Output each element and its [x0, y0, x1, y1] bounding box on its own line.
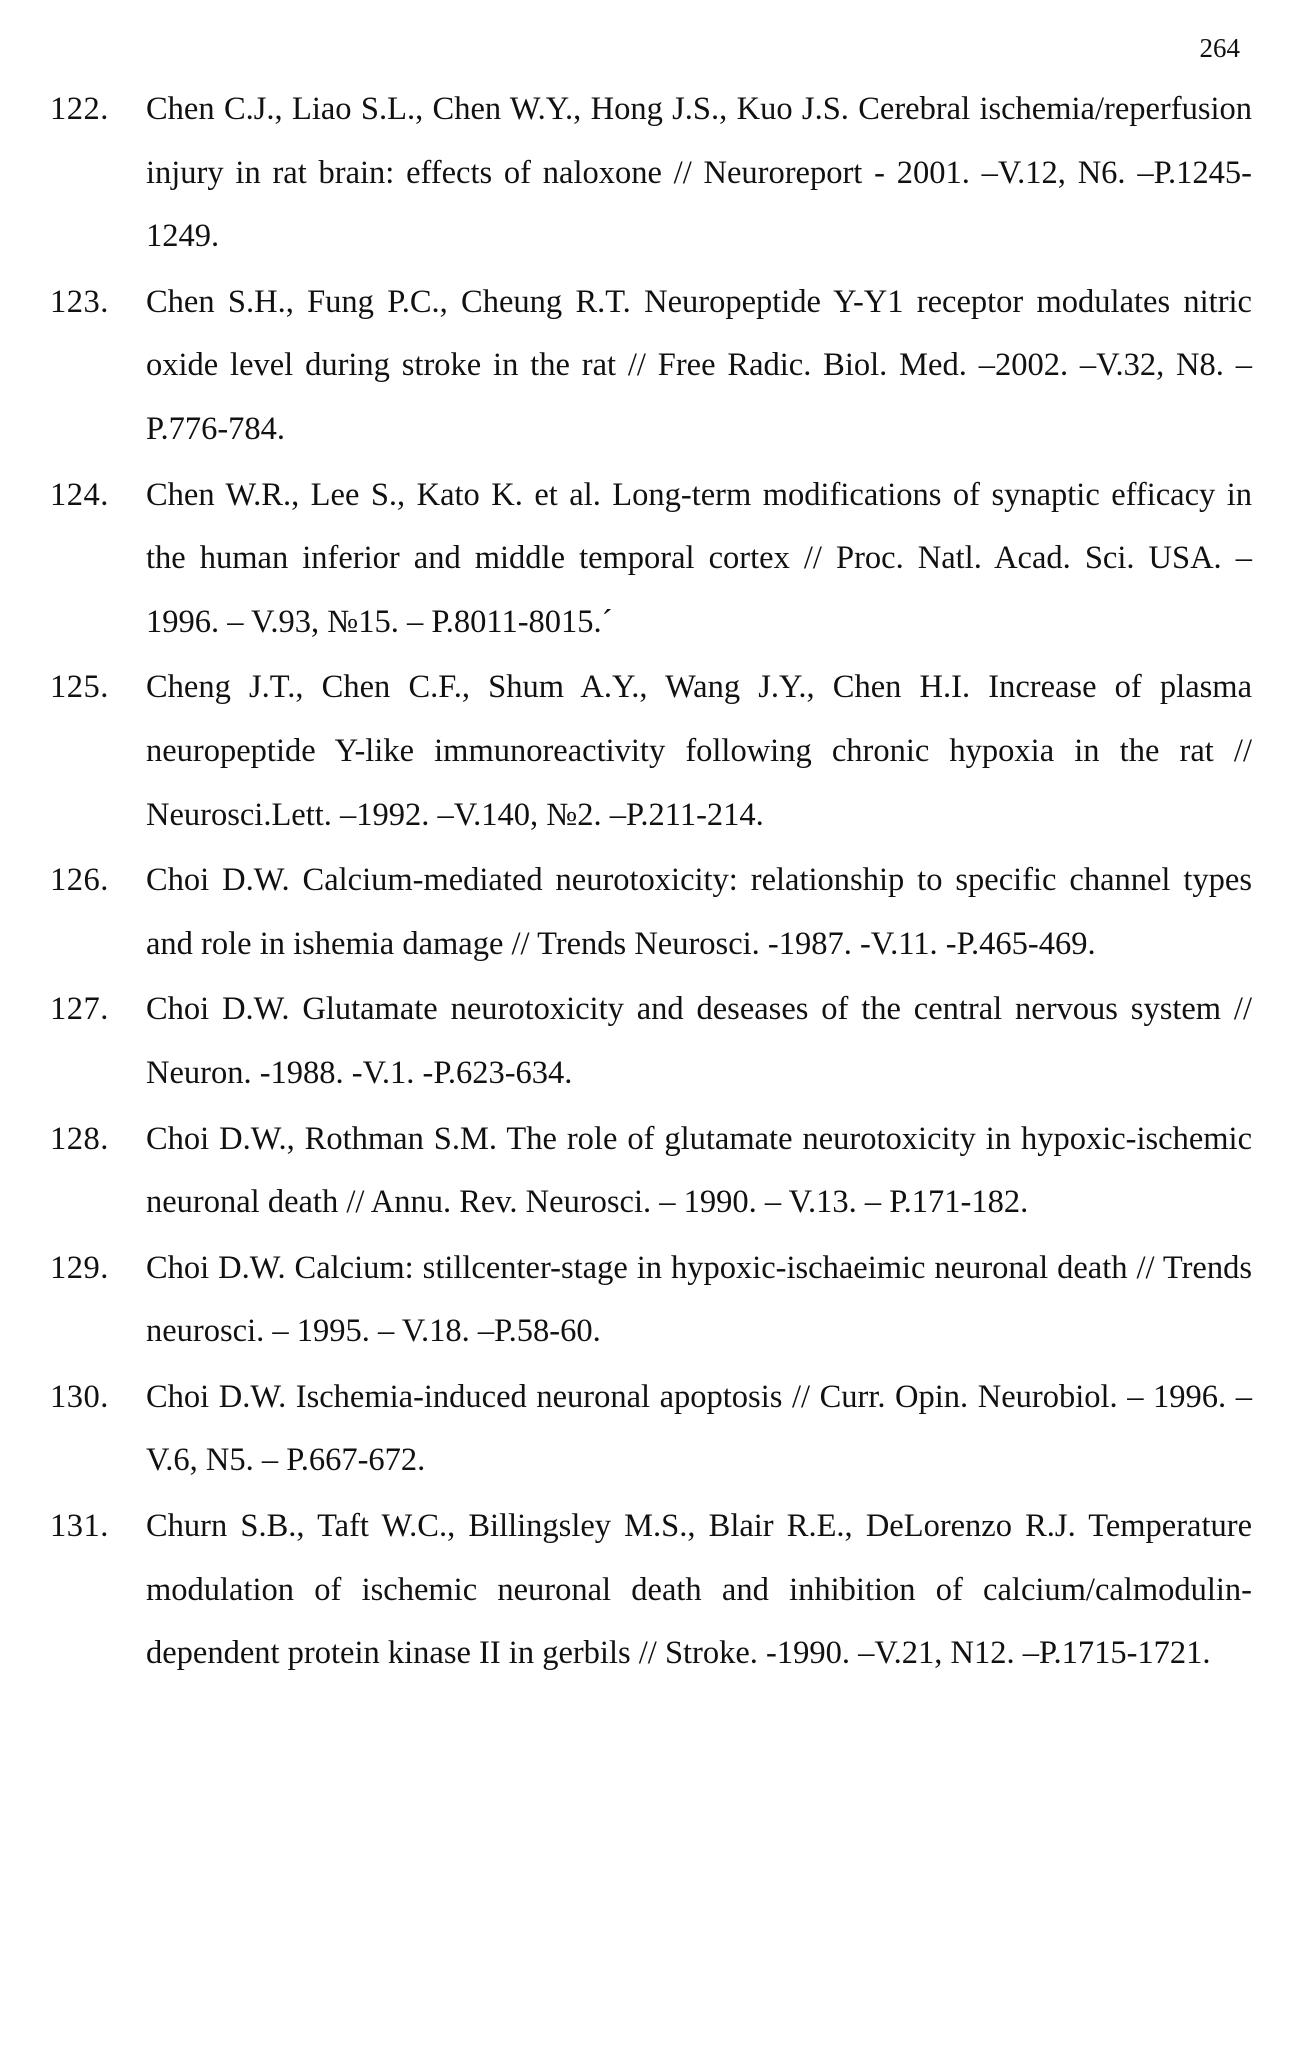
reference-number: 125. [50, 669, 109, 706]
reference-number: 130. [50, 1378, 109, 1415]
reference-text: Choi D.W. Glutamate neurotoxicity and deseases of the central nervous system // Neuron. -1988. -V.1. -P.623-634. [146, 991, 1252, 1091]
reference-item-123 [0, 271, 1306, 462]
reference-item-129 [0, 1237, 1306, 1364]
reference-item-126 [0, 849, 1306, 976]
reference-item-124 [0, 464, 1306, 655]
reference-text: Churn S.B., Taft W.C., Billingsley M.S., Blair R.E., DeLorenzo R.J. Temperature modulation of ischemic neuronal death and inhibition of calcium/calmodulin-dependent protein kinase II in gerbils // Stroke. -1990. –V.21, N12. –P.1715-1721. [146, 1508, 1252, 1672]
reference-item-131 [0, 1495, 1306, 1686]
reference-text: Choi D.W. Ischemia-induced neuronal apoptosis // Curr. Opin. Neurobiol. – 1996. – V.6, N5. – P.667-672. [146, 1378, 1252, 1479]
reference-text: Chen S.H., Fung P.C., Cheung R.T. Neuropeptide Y-Y1 receptor modulates nitric oxide level during stroke in the rat // Free Radic. Biol. Med. –2002. –V.32, N8. –P.776-784. [146, 283, 1252, 447]
page-number: 264 [1199, 33, 1240, 63]
reference-text: Choi D.W., Rothman S.M. The role of glutamate neurotoxicity in hypoxic-ischemic neuronal death // Annu. Rev. Neurosci. – 1990. – V.13. – P.171-182. [146, 1120, 1252, 1221]
reference-text: Cheng J.T., Chen C.F., Shum A.Y., Wang J.Y., Chen H.I. Increase of plasma neuropeptide Y-like immunoreactivity following chronic hypoxia in the rat // Neurosci.Lett. –1992. –V.140, №2. –P.211-214. [146, 669, 1252, 833]
reference-number: 124. [50, 476, 109, 513]
reference-number: 126. [50, 862, 109, 899]
reference-number: 128. [50, 1120, 109, 1157]
reference-number: 129. [50, 1249, 109, 1286]
reference-number: 123. [50, 283, 109, 320]
reference-number: 127. [50, 991, 109, 1028]
reference-item-122 [0, 78, 1306, 269]
reference-item-130 [0, 1366, 1306, 1493]
reference-item-125 [0, 656, 1306, 847]
reference-item-128 [0, 1108, 1306, 1235]
reference-item-127 [0, 978, 1306, 1105]
reference-text: Choi D.W. Calcium: stillcenter-stage in hypoxic-ischaeimic neuronal death // Trends neurosci. – 1995. – V.18. –P.58-60. [146, 1249, 1252, 1350]
reference-number: 131. [50, 1508, 109, 1545]
reference-list [0, 78, 1306, 1688]
reference-text: Choi D.W. Calcium-mediated neurotoxicity: relationship to specific channel types and role in ishemia damage // Trends Neurosci. -1987. -V.11. -P.465-469. [146, 862, 1252, 962]
reference-text: Chen W.R., Lee S., Kato K. et al. Long-term modifications of synaptic efficacy in the human inferior and middle temporal cortex // Proc. Natl. Acad. Sci. USA. – 1996. – V.93, №15. – P.8011-8015.ˊ [146, 476, 1252, 640]
reference-number: 122. [50, 91, 109, 127]
reference-text: Chen C.J., Liao S.L., Chen W.Y., Hong J.S., Kuo J.S. Cerebral ischemia/reperfusion injury in rat brain: effects of naloxone // Neuroreport - 2001. –V.12, N6. –P.1245-1249. [146, 91, 1252, 255]
